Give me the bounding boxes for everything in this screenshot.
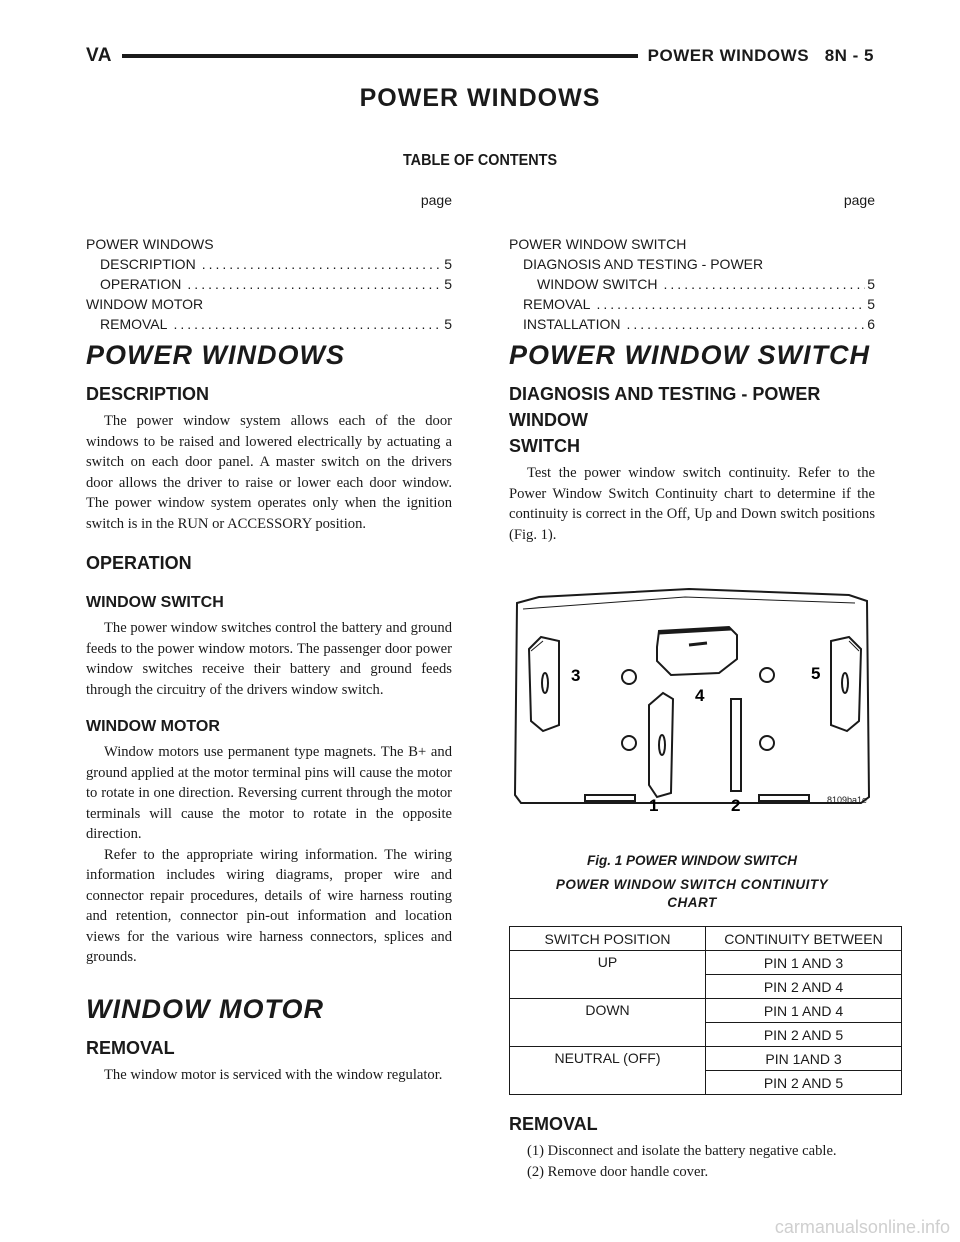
rocker-switch-4	[657, 627, 737, 675]
toc-entry-label: WINDOW SWITCH	[537, 276, 658, 292]
figure-label-3: 3	[571, 666, 581, 685]
table-cell-position: UP	[510, 951, 706, 999]
toc-leader-dots	[202, 254, 443, 274]
toc-group-title: POWER WINDOWS	[86, 236, 214, 252]
heading-window-switch: WINDOW SWITCH	[86, 594, 224, 611]
heading-description: DESCRIPTION	[86, 384, 210, 404]
removal-paragraph: The window motor is serviced with the window regulator.	[104, 1066, 443, 1083]
table-header-cell: SWITCH POSITION	[510, 927, 706, 951]
toc-entry-label: OPERATION	[100, 276, 182, 292]
screw-hole	[760, 736, 774, 750]
chart-title-line-1: POWER WINDOW SWITCH CONTINUITY	[555, 877, 829, 892]
toc-entry-label: INSTALLATION	[523, 316, 621, 332]
window-switch-paragraph: The power window switches control the battery and ground feeds to the power window motors. The passenger door power window switches receive their battery and ground feeds through the circuitry of the drivers window switch.	[86, 620, 452, 698]
toc-entry-page: 5	[444, 276, 452, 292]
left-body-column	[86, 340, 452, 1085]
removal-step-1: (1) Disconnect and isolate the battery negative cable.	[527, 1143, 837, 1159]
screw-hole	[760, 668, 774, 682]
toc-entry[interactable]	[509, 274, 875, 294]
rocker-switch-1	[649, 693, 673, 797]
toc-entry-page: 6	[867, 316, 875, 332]
watermark: carmanualsonline.info	[774, 1217, 950, 1237]
toc-entry[interactable]	[509, 294, 875, 314]
rocker-switch-5	[831, 637, 861, 731]
toc-entry[interactable]	[86, 254, 452, 274]
figure-label-1: 1	[649, 796, 659, 815]
switch-figure	[509, 575, 875, 845]
table-cell-pins: PIN 1 AND 3	[706, 951, 902, 975]
toc-leader-dots	[187, 274, 442, 294]
figure-reference-code: 8109ba1e	[826, 795, 867, 805]
figure-label-2: 2	[731, 796, 741, 815]
window-motor-paragraph-2: Refer to the appropriate wiring information. The wiring information includes wiring diagrams, proper wire and connector repair procedures, details of wire harness routing and retention, connector pin-out information and location views for the various wire harness connectors, splices and grounds.	[86, 846, 452, 965]
table-cell-pins: PIN 2 AND 4	[706, 975, 902, 999]
screw-hole	[622, 736, 636, 750]
continuity-table	[509, 926, 902, 1095]
window-motor-paragraph-1: Window motors use permanent type magnets. The B+ and ground applied at the motor terminal pins will cause the motor to rotate in one direction. Reversing current through the motor terminals will cause the motor to rotate in the opposite direction.	[86, 744, 452, 842]
toc-group-title: WINDOW MOTOR	[86, 296, 204, 312]
toc-leader-dots	[173, 314, 442, 334]
description-paragraph: The power window system allows each of the door windows to be raised and lowered electrically by actuating a switch on each door panel. A master switch on the drivers door allows the driver to raise or lower each door window. The power window system operates only when the ignition switch is in the RUN or ACCESSORY position.	[86, 413, 452, 532]
heading-removal: REMOVAL	[86, 1037, 175, 1058]
switch-drawing	[509, 575, 875, 815]
figure-label-4: 4	[695, 686, 705, 705]
table-row	[510, 999, 902, 1023]
table-cell-pins: PIN 1AND 3	[706, 1047, 902, 1071]
figure-caption: Fig. 1 POWER WINDOW SWITCH	[587, 853, 797, 868]
toc-entry-label: DESCRIPTION	[100, 256, 196, 272]
section-title-power-windows: POWER WINDOWS	[86, 340, 345, 370]
table-cell-pins: PIN 2 AND 5	[706, 1071, 902, 1095]
screw-hole	[622, 670, 636, 684]
section-title-power-window-switch: POWER WINDOW SWITCH	[509, 340, 870, 370]
removal-step-2: (2) Remove door handle cover.	[527, 1163, 709, 1180]
heading-switch-removal: REMOVAL	[509, 1114, 598, 1134]
rocker-switch-3	[529, 637, 559, 731]
toc-entry-page: 5	[867, 276, 875, 292]
toc-left-column	[86, 192, 452, 334]
table-cell-position: DOWN	[510, 999, 706, 1047]
header-rule	[122, 54, 638, 58]
heading-window-motor: WINDOW MOTOR	[86, 718, 220, 735]
table-cell-position: NEUTRAL (OFF)	[510, 1047, 706, 1095]
heading-operation: OPERATION	[86, 553, 192, 573]
toc-entry-page: 5	[444, 316, 452, 332]
toc-leader-dots	[664, 274, 866, 294]
toc-entry-label: REMOVAL	[523, 296, 591, 312]
toc-entry[interactable]	[509, 314, 875, 334]
toc-leader-dots	[627, 314, 866, 334]
diagnosis-paragraph: Test the power window switch continuity. Refer to the Power Window Switch Continuity chart to determine if the continuity is correct in the Off, Up and Down switch positions (Fig. 1).	[509, 465, 875, 543]
toc-entry[interactable]	[86, 274, 452, 294]
toc-right-column	[509, 192, 875, 334]
slot-switch-2	[731, 699, 741, 791]
mount-tab	[759, 795, 809, 801]
page-header	[86, 44, 874, 68]
toc-page-label: page	[420, 192, 452, 208]
heading-diagnosis-line-2: SWITCH	[509, 436, 580, 456]
toc-entry-label: REMOVAL	[100, 316, 168, 332]
toc-page-label: page	[843, 192, 875, 208]
mount-tab	[585, 795, 635, 801]
toc-group-title: POWER WINDOW SWITCH	[509, 236, 687, 252]
toc-entry-page: 5	[444, 256, 452, 272]
heading-diagnosis-line-1: DIAGNOSIS AND TESTING - POWER WINDOW	[509, 384, 821, 430]
table-cell-pins: PIN 2 AND 5	[706, 1023, 902, 1047]
header-vehicle-code: VA	[86, 45, 112, 66]
table-row	[510, 1047, 902, 1071]
toc-title: TABLE OF CONTENTS	[402, 152, 558, 169]
toc-leader-dots	[596, 294, 865, 314]
section-title-window-motor: WINDOW MOTOR	[86, 993, 324, 1024]
figure-label-5: 5	[811, 664, 821, 683]
right-body-column	[509, 340, 883, 1182]
toc-entry-label[interactable]: DIAGNOSIS AND TESTING - POWER	[523, 256, 764, 272]
table-header-row	[510, 927, 902, 951]
page-title: POWER WINDOWS	[359, 84, 601, 112]
header-section-page: POWER WINDOWS 8N - 5	[647, 46, 874, 65]
chart-title-line-2: CHART	[667, 895, 717, 910]
table-header-cell: CONTINUITY BETWEEN	[706, 927, 902, 951]
toc-entry[interactable]	[86, 314, 452, 334]
table-cell-pins: PIN 1 AND 4	[706, 999, 902, 1023]
toc-entry-page: 5	[867, 296, 875, 312]
table-row	[510, 951, 902, 975]
